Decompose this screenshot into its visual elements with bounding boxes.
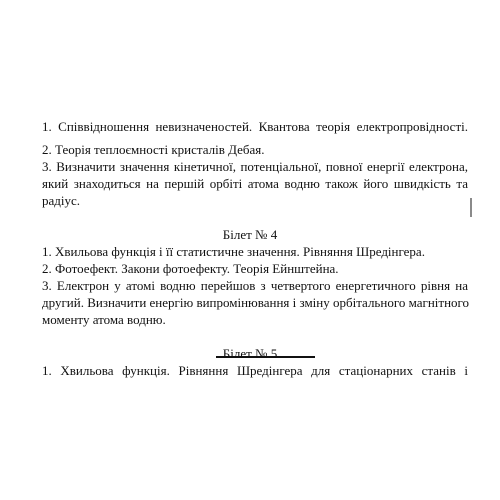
document-view (0, 119, 500, 378)
text-cursor-marker (470, 198, 472, 217)
ticket4-item-2: 2. Фотоефект. Закони фотоефекту. Теорія Ейнштейна. (42, 261, 339, 276)
ticket4-item-3-line-1: 3. Електрон у атомі водню перейшов з четвертого енергетичного рівня на (42, 278, 468, 293)
clipped-line-bottom: 1. Хвильова функція. Рівняння Шредінгера для стаціонарних станів і (42, 363, 468, 378)
ticket4-item-3-line-2: другий. Визначити енергію випромінювання і зміну орбітального магнітного (42, 295, 470, 310)
ticket3-item-3-line-3: радіус. (42, 193, 81, 208)
ticket3-item-3-line-1: 3. Визначити значення кінетичної, потенціальної, повної енергії електрона, (42, 159, 468, 174)
ticket4-item-1: 1. Хвильова функція і її статистичне значення. Рівняння Шредінгера. (42, 244, 425, 259)
ticket3-item-3-line-2: який знаходиться на першій орбіті атома водню також його швидкість та (42, 176, 468, 191)
ticket5-title: Білет № 5 (222, 346, 278, 361)
ticket4-title: Білет № 4 (222, 227, 278, 242)
ticket3-item-2: 2. Теорія теплоємності кристалів Дебая. (42, 142, 265, 157)
ticket4-item-3-line-3: моменту атома водню. (42, 312, 166, 327)
clipped-line-top: 1. Співвідношення невизначеностей. Квантова теорія електропровідності. (42, 119, 468, 134)
